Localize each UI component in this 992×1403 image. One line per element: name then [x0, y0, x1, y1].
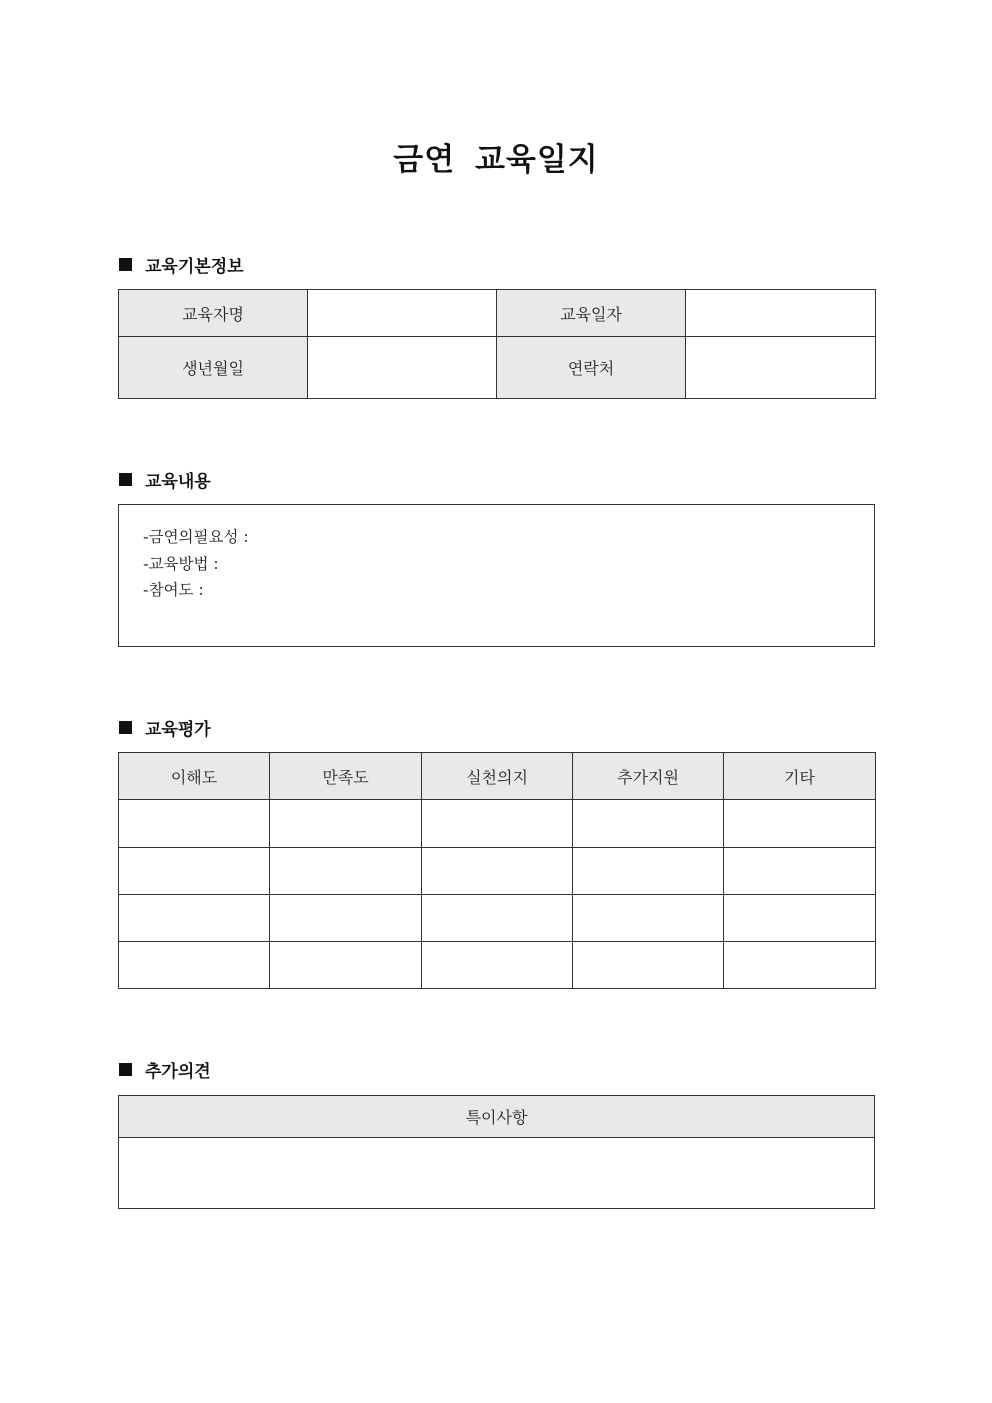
content-line-necessity: -금연의필요성 :: [143, 528, 249, 546]
educator-name-label: 교육자명: [119, 290, 308, 337]
table-cell[interactable]: [270, 895, 422, 942]
column-header-commitment: 실천의지: [422, 753, 573, 800]
table-cell[interactable]: [422, 942, 573, 989]
special-notes-field[interactable]: [119, 1138, 875, 1209]
education-date-label: 교육일자: [497, 290, 686, 337]
table-cell[interactable]: [573, 800, 724, 848]
column-header-additional-support: 추가지원: [573, 753, 724, 800]
section-heading-evaluation: [119, 715, 211, 739]
section-heading-label: 교육평가: [145, 719, 211, 740]
section-heading-label: 교육기본정보: [145, 256, 244, 277]
birth-date-label: 생년월일: [119, 337, 308, 399]
column-header-other: 기타: [724, 753, 876, 800]
table-row: [119, 1138, 875, 1209]
section-heading-opinion: [119, 1057, 211, 1081]
table-row: [119, 290, 876, 337]
education-content-lines: [143, 524, 249, 604]
table-cell[interactable]: [573, 895, 724, 942]
table-cell[interactable]: [724, 800, 876, 848]
evaluation-table: [118, 752, 876, 989]
table-cell[interactable]: [119, 895, 270, 942]
table-row: [119, 942, 876, 989]
education-date-field[interactable]: [686, 290, 876, 337]
table-cell[interactable]: [573, 848, 724, 895]
table-cell[interactable]: [270, 848, 422, 895]
content-line-participation: -참여도 :: [143, 581, 204, 599]
birth-date-field[interactable]: [308, 337, 497, 399]
square-bullet-icon: [119, 1063, 132, 1076]
column-header-satisfaction: 만족도: [270, 753, 422, 800]
table-cell[interactable]: [270, 800, 422, 848]
special-notes-label: 특이사항: [119, 1096, 875, 1138]
table-cell[interactable]: [119, 942, 270, 989]
table-cell[interactable]: [422, 895, 573, 942]
table-cell[interactable]: [422, 800, 573, 848]
table-cell[interactable]: [724, 848, 876, 895]
opinion-table: [118, 1095, 875, 1209]
table-header-row: [119, 753, 876, 800]
table-header-row: [119, 1096, 875, 1138]
table-row: [119, 848, 876, 895]
square-bullet-icon: [119, 721, 132, 734]
column-header-understanding: 이해도: [119, 753, 270, 800]
contact-field[interactable]: [686, 337, 876, 399]
education-content-box[interactable]: [118, 504, 875, 647]
table-cell[interactable]: [724, 895, 876, 942]
table-row: [119, 895, 876, 942]
educator-name-field[interactable]: [308, 290, 497, 337]
square-bullet-icon: [119, 473, 132, 486]
page-title: 금연 교육일지: [393, 142, 599, 178]
contact-label: 연락처: [497, 337, 686, 399]
table-row: [119, 337, 876, 399]
table-cell[interactable]: [422, 848, 573, 895]
table-row: [119, 800, 876, 848]
table-cell[interactable]: [724, 942, 876, 989]
square-bullet-icon: [119, 258, 132, 271]
table-cell[interactable]: [573, 942, 724, 989]
basic-info-table: [118, 289, 876, 399]
section-heading-label: 추가의견: [145, 1061, 211, 1082]
table-cell[interactable]: [119, 800, 270, 848]
section-heading-content: [119, 467, 211, 491]
table-cell[interactable]: [270, 942, 422, 989]
table-cell[interactable]: [119, 848, 270, 895]
section-heading-label: 교육내용: [145, 471, 211, 492]
content-line-method: -교육방법 :: [143, 554, 219, 573]
section-heading-basic-info: [119, 252, 244, 276]
